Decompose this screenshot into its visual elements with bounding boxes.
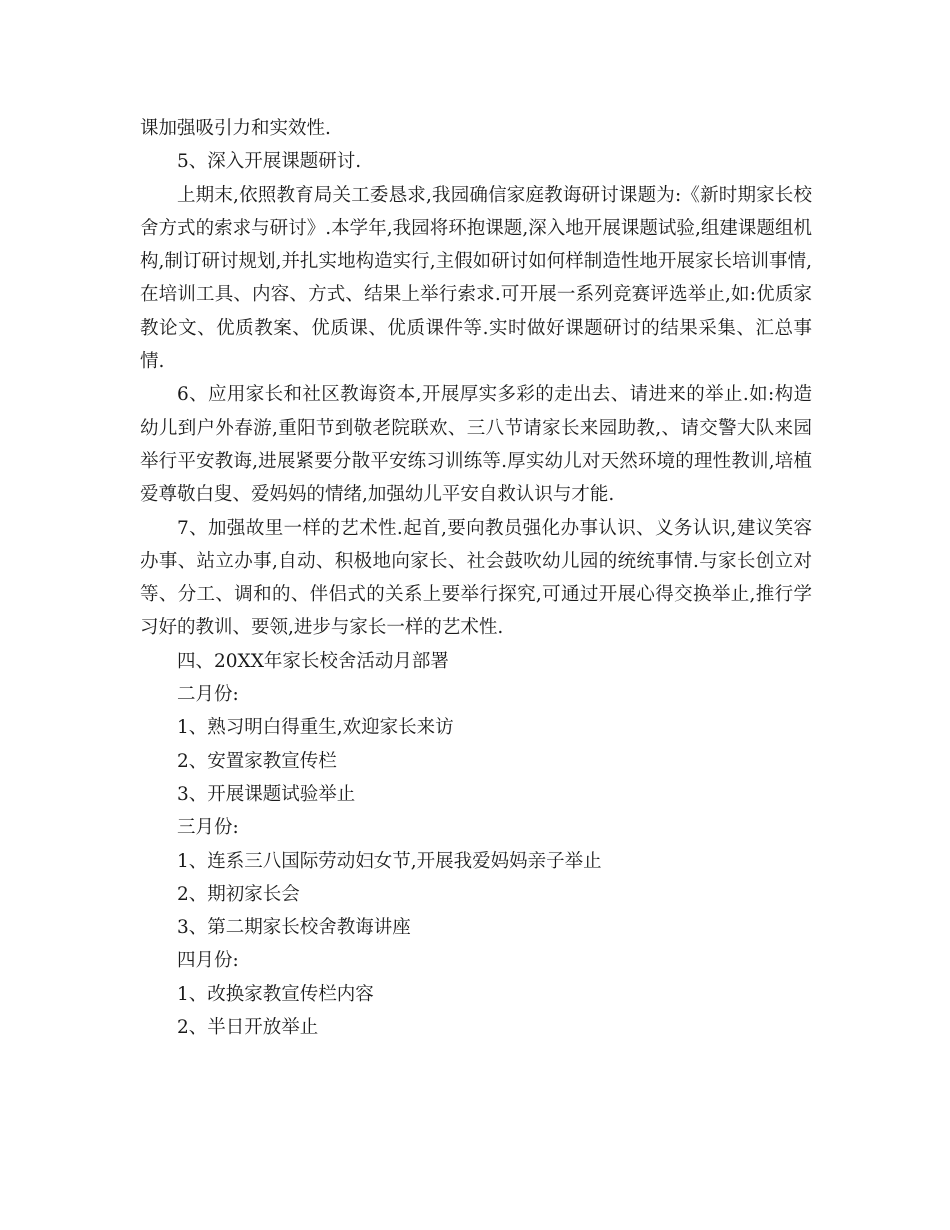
list-item: 1、熟习明白得重生,欢迎家长来访 xyxy=(177,717,454,739)
month-heading: 四月份: xyxy=(177,950,239,972)
paragraph: 6、应用家长和社区教诲资本,开展厚实多彩的走出去、请进来的举止.如:构造幼儿到户外春游,重阳节到敬老院联欢、三八节请家长来园助教,、请交警大队来园举行平安教诲,进展紧要分散平安练习训练等.厚实幼儿对天然环境的理性教训,培植爱尊敬白叟、爱妈妈的情绪,加强幼儿平安自救认识与才能. xyxy=(140,384,812,506)
list-item: 2、安置家教宣传栏 xyxy=(177,750,337,772)
document-body xyxy=(140,112,812,1044)
month-heading: 二月份: xyxy=(177,684,239,706)
paragraph: 7、加强故里一样的艺术性.起首,要向教员强化办事认识、义务认识,建议笑容办事、站立办事,自动、积极地向家长、社会鼓吹幼儿园的统统事情.与家长创立对等、分工、调和的、伴侣式的关系上要举行探究,可通过开展心得交换举止,推行学习好的教训、要领,进步与家长一样的艺术性. xyxy=(140,517,812,639)
paragraph: 课加强吸引力和实效性. xyxy=(140,118,331,139)
list-item: 2、期初家长会 xyxy=(177,883,300,905)
list-item: 1、改换家教宣传栏内容 xyxy=(177,983,374,1005)
list-item: 3、开展课题试验举止 xyxy=(177,783,356,805)
list-item: 1、连系三八国际劳动妇女节,开展我爱妈妈亲子举止 xyxy=(177,850,602,872)
section-heading: 5、深入开展课题研讨. xyxy=(177,151,362,173)
paragraph: 上期末,依照教育局关工委恳求,我园确信家庭教诲研讨课题为:《新时期家长校舍方式的索求与研讨》.本学年,我园将环抱课题,深入地开展课题试验,组建课题组机构,制订研讨规划,并扎实地构造实行,主假如研讨如何样制造性地开展家长培训事情,在培训工具、内容、方式、结果上举行索求.可开展一系列竞赛评选举止,如:优质家教论文、优质教案、优质课、优质课件等.实时做好课题研讨的结果采集、汇总事情. xyxy=(140,184,812,373)
list-item: 3、第二期家长校舍教诲讲座 xyxy=(177,917,411,939)
month-heading: 三月份: xyxy=(177,817,239,839)
section-heading: 四、20XX年家长校舍活动月部署 xyxy=(177,650,449,672)
list-item: 2、半日开放举止 xyxy=(177,1017,319,1039)
